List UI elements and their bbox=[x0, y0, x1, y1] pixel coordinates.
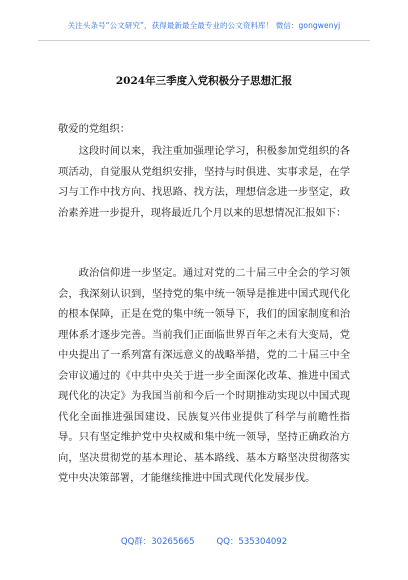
document-title: 2024年三季度入党积极分子思想汇报 bbox=[115, 75, 293, 87]
footer-qq-group: QQ群：30265665 bbox=[120, 537, 195, 547]
footer-qq-number: QQ：535304092 bbox=[216, 537, 288, 547]
footer-contact bbox=[0, 535, 408, 547]
salutation: 敬爱的党组织： bbox=[58, 123, 131, 135]
header-divider bbox=[38, 40, 370, 41]
header-promo-banner: 关注头条号“公文研究”，获得最新最全最专业的公文资料库！ 微信：gongwenyj bbox=[67, 21, 341, 30]
body-paragraph-intro: 这段时间以来，我注重加强理论学习，积极参加党组织的各项活动，自觉服从党组织安排，坚持与时俱进、实事求是，在学习与工作中找方向、找思路、找方法，理想信念进一步坚定，政治素养进一步提升，现将最近几个月以来的思想情况汇报如下： bbox=[58, 145, 350, 219]
body-paragraph-political-belief: 政治信仰进一步坚定。通过对党的二十届三中全会的学习领会，我深刻认识到，坚持党的集中统一领导是推进中国式现代化的根本保障，正是在党的集中统一领导下，我们的国家制度和治理体系才逐步完善。当前我们正面临世界百年之未有大变局，党中央提出了一系列富有深远意义的战略举措，党的二十届三中全会审议通过的《中共中央关于进一步全面深化改革、推进中国式现代化的决定》为我国当前和今后一个时期推动实现以中国式现代化全面推进强国建设、民族复兴伟业提供了科学与前瞻性指导。只有坚定维护党中央权威和集中统一领导，坚持正确政治方向，坚决贯彻党的基本理论、基本路线、基本方略坚决贯彻落实党中央决策部署，才能继续推进中国式现代化发展步伐。 bbox=[58, 267, 350, 484]
